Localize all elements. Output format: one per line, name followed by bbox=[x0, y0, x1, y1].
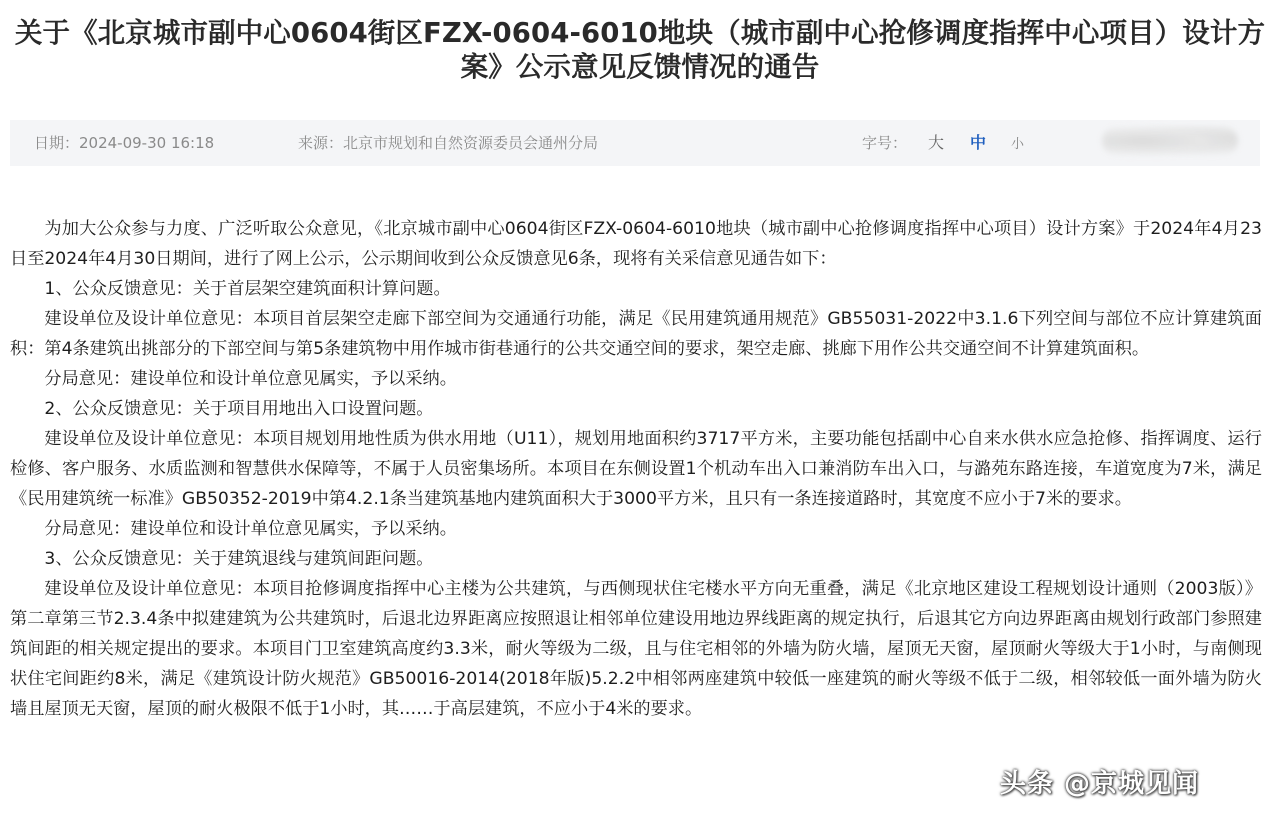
paragraph-response-1: 建设单位及设计单位意见：本项目首层架空走廊下部空间为交通通行功能，满足《民用建筑通用规范》GB55031-2022中3.1.6下列空间与部位不应计算建筑面积：第4条建筑出挑部分的下部空间与第5条建筑物中用作城市街巷通行的公共交通空间的要求，架空走廊、挑廊下用作公共交通空间不计算建筑面积。 bbox=[10, 309, 1262, 359]
blurred-share-icons bbox=[1102, 126, 1238, 156]
article-source: 来源：北京市规划和自然资源委员会通州分局 bbox=[298, 134, 599, 152]
watermark-text: 头条 @京城见闻 bbox=[1000, 769, 1200, 799]
font-size-large-button[interactable]: 大 bbox=[928, 133, 945, 152]
font-size-label: 字号： bbox=[862, 134, 908, 152]
paragraph-bureau-opinion-2: 分局意见：建设单位和设计单位意见属实，予以采纳。 bbox=[44, 519, 457, 539]
publish-date: 日期：2024-09-30 16:18 bbox=[34, 134, 215, 152]
paragraph-feedback-3: 3、公众反馈意见：关于建筑退线与建筑间距问题。 bbox=[44, 549, 434, 569]
page-title: 关于《北京城市副中心0604街区FZX-0604-6010地块（城市副中心抢修调度指挥中心项目）设计方案》公示意见反馈情况的通告 bbox=[14, 17, 1266, 83]
paragraph-intro: 为加大公众参与力度、广泛听取公众意见，《北京城市副中心0604街区FZX-0604-6010地块（城市副中心抢修调度指挥中心项目）设计方案》于2024年4月23日至2024年4月30日期间，进行了网上公示，公示期间收到公众反馈意见6条，现将有关采信意见通告如下： bbox=[10, 219, 1262, 269]
paragraph-response-3: 建设单位及设计单位意见：本项目抢修调度指挥中心主楼为公共建筑，与西侧现状住宅楼水平方向无重叠，满足《北京地区建设工程规划设计通则（2003版）》第二章第三节2.3.4条中拟建建筑为公共建筑时，后退北边界距离应按照退让相邻单位建设用地边界线距离的规定执行，后退其它方向边界距离由规划行政部门参照建筑间距的相关规定提出的要求。本项目门卫室建筑高度约3.3米，耐火等级为二级，且与住宅相邻的外墙为防火墙，屋顶无天窗，屋顶耐火等级大于1小时，与南侧现状住宅间距约8米，满足《建筑设计防火规范》GB50016-2014(2018年版)5.2.2中相邻两座建筑中较低一座建筑的耐火等级不低于二级，相邻较低一面外墙为防火墙且屋顶无天窗，屋顶的耐火极限不低于1小时，其……于高层建筑，不应小于4米的要求。 bbox=[10, 579, 1262, 719]
font-size-medium-button[interactable]: 中 bbox=[970, 133, 987, 152]
article-body bbox=[10, 214, 1262, 724]
paragraph-bureau-opinion-1: 分局意见：建设单位和设计单位意见属实，予以采纳。 bbox=[44, 369, 457, 389]
paragraph-feedback-1: 1、公众反馈意见：关于首层架空建筑面积计算问题。 bbox=[44, 279, 451, 299]
paragraph-feedback-2: 2、公众反馈意见：关于项目用地出入口设置问题。 bbox=[44, 399, 434, 419]
paragraph-response-2: 建设单位及设计单位意见：本项目规划用地性质为供水用地（U11），规划用地面积约3717平方米，主要功能包括副中心自来水供水应急抢修、指挥调度、运行检修、客户服务、水质监测和智慧供水保障等，不属于人员密集场所。本项目在东侧设置1个机动车出入口兼消防车出入口，与潞苑东路连接，车道宽度为7米，满足《民用建筑统一标准》GB50352-2019中第4.2.1条当建筑基地内建筑面积大于3000平方米，且只有一条连接道路时，其宽度不应小于7米的要求。 bbox=[10, 429, 1262, 509]
article-meta-bar bbox=[10, 120, 1260, 166]
font-size-small-button[interactable]: 小 bbox=[1011, 137, 1025, 152]
